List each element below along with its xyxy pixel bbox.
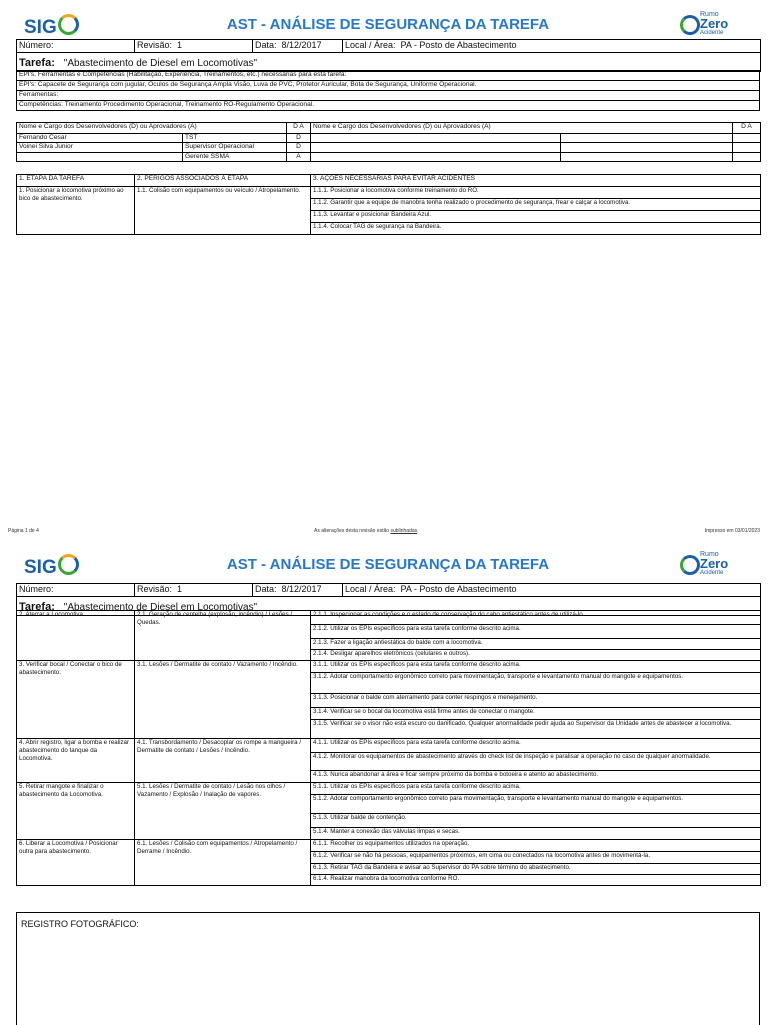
steps-table-page-1: 1. ETAPA DA TAREFA 2. PERIGOS ASSOCIADOS À ETAPA 3. AÇÕES NECESSÁRIAS PARA EVITAR ACIDENTES 1. Posicionar a locomotiva próximo ao bico de abastecimento. 1.1. Colisão com equipamentos ou veículo / Atropelamento. 1.1.1. Posicionar a locomotiva conforme treinamento do RO. 1.1.2. Garantir que a equipe de manobra tenha realizado o procedimento de segurança, frear e calçar a locomotiva. 1.1.3. Levantar e posicionar Bandeira Azul. 1.1.4. Colocar TAG de segurança na Bandeira.	[16, 174, 761, 235]
print-date: Impresso em 03/01/2023	[704, 528, 760, 534]
competencias: Competências: Treinamento Procedimento Operacional, Treinamento RO-Regulamento Operacional.	[17, 101, 760, 111]
tarefa-row: Tarefa: "Abastecimento de Diesel em Locomotivas"	[17, 53, 761, 72]
devs-header-da-2: D A	[733, 123, 761, 134]
devs-header-left: Nome e Cargo dos Desenvolvedores (D) ou Aprovadores (A)	[17, 123, 287, 134]
dev-row: Gerente SSMA A	[17, 152, 761, 161]
table-row: 6. Liberar a Locomotiva / Posicionar outra para abastecimento. 6.1. Lesões / Colisão com equipamentos / Atropelamento / Derrame / Incêndio. 6.1.1. Recolher os equipamentos utilizados na operação.	[17, 840, 761, 852]
revisao-cell: Revisão: 1	[135, 40, 253, 53]
developers-table	[16, 122, 761, 162]
dev-row: Voinei Silva Junior Supervisor Operacional D	[17, 143, 761, 152]
epi-list: EPI's: Capacete de Segurança com jugular, Óculos de Segurança Ampla Visão, Luva de PVC, Protetor Auricular, Bota de Segurança, Uniforme Operacional.	[17, 81, 760, 91]
epi-intro: EPI's, Ferramentas e Competências (Habilitação, Experiência, Treinamentos, etc.) necessárias para esta tarefa:	[17, 71, 760, 81]
col-etapa: 1. ETAPA DA TAREFA	[17, 175, 135, 187]
data-cell: Data: 8/12/2017	[253, 40, 343, 53]
table-row: 4. Abrir registro, ligar a bomba e realizar abastecimento do tanque da Locomotiva. 4.1. Transbordamento / Desacoplar os rompe a mangueira / Dermatite de contato / Lesões / Incêndio. 4.1.1. Utilizar os EPIs específicos para esta tarefa conforme descrito acima.	[17, 739, 761, 753]
devs-header-right: Nome e Cargo dos Desenvolvedores (D) ou Aprovadores (A)	[311, 123, 733, 134]
table-row: 2. Aterrar a Locomotiva. 2.1. Geração de centelha (explosão, incêndio) / Lesões / Quedas. 2.1.1. Inspecionar as condições e o estado de conservação do cabo antiestático antes de utilizá-lo.	[17, 611, 761, 625]
page-title: AST - ANÁLISE DE SEGURANÇA DA TAREFA	[226, 556, 550, 573]
photo-record-label: REGISTRO FOTOGRÁFICO:	[21, 919, 139, 929]
local-cell: Local / Área: PA - Posto de Abastecimento	[343, 40, 761, 53]
table-row: 5. Retirar mangote e finalizar o abastecimento da Locomotiva. 5.1. Lesões / Dermatite de contato / Lesão nos olhos / Vazamento / Explosão / Inalação de vapores. 5.1.1. Utilizar os EPIs específicos para esta tarefa conforme descrito acima.	[17, 783, 761, 795]
col-perigos: 2. PERIGOS ASSOCIADOS À ETAPA	[135, 175, 311, 187]
rumo-zero-acidente-logo: Rumo Zero Acidente	[680, 11, 732, 37]
revision-note: As alterações desta revisão estão sublinhadas.	[314, 528, 419, 534]
sigo-logo: SIG	[24, 14, 79, 39]
meta-table	[16, 39, 761, 72]
ferramentas: Ferramentas:	[17, 91, 760, 101]
dev-row: Fernando Cesar TST D	[17, 134, 761, 143]
col-acoes: 3. AÇÕES NECESSÁRIAS PARA EVITAR ACIDENTES	[311, 175, 761, 187]
page-number: Página 1 de 4	[8, 528, 39, 534]
tarefa-row: Tarefa: "Abastecimento de Diesel em Locomotivas"	[17, 597, 761, 616]
sigo-logo: SIG	[24, 554, 79, 579]
page-header	[16, 550, 760, 578]
page-title: AST - ANÁLISE DE SEGURANÇA DA TAREFA	[226, 16, 550, 33]
data-cell: Data: 8/12/2017	[253, 584, 343, 597]
numero-label: Número:	[17, 584, 135, 597]
table-row: 3. Verificar bocal / Conectar o bico de abastecimento. 3.1. Lesões / Dermatite de contato / Vazamento / Incêndio. 3.1.1. Utilizar os EPIs específicos para esta tarefa conforme descrito acima.	[17, 661, 761, 673]
local-cell: Local / Área: PA - Posto de Abastecimento	[343, 584, 761, 597]
table-row: 1. Posicionar a locomotiva próximo ao bico de abastecimento. 1.1. Colisão com equipamentos ou veículo / Atropelamento. 1.1.1. Posicionar a locomotiva conforme treinamento do RO.	[17, 187, 761, 199]
epi-table	[16, 70, 760, 111]
page-header	[16, 10, 760, 38]
numero-label: Número:	[17, 40, 135, 53]
photo-record-box	[16, 912, 760, 1025]
revisao-cell: Revisão: 1	[135, 584, 253, 597]
steps-table-page-2: 2. Aterrar a Locomotiva. 2.1. Geração de centelha (explosão, incêndio) / Lesões / Quedas. 2.1.1. Inspecionar as condições e o estado de conservação do cabo antiestático antes de utilizá-lo. 2.1.2. Utilizar os EPIs específicos para esta tarefa conforme descrito acima. 2.1.3. Fazer a ligação antiestática do balde com a locomotiva. 2.1.4. Desligar aparelhos eletrônicos (celulares e outros). 3. Verificar bocal / Conectar o bico de abastecimento. 3.1. Lesões / Dermatite de contato / Vazamento / Incêndio. 3.1.1. Utilizar os EPIs específicos para esta tarefa conforme descrito acima. 3.1.2. Adotar comportamento ergonômico correto para movimentação, transporte e levantamento manual do mangote e equipamentos. 3.1.3. Posicionar o balde com aterramento para conter respingos e menejamento. 3.1.4. Verificar se o bocal da locomotiva está firme antes de conectar o mangote. 3.1.5. Verificar se o visor não está escuro ou danificado. Qualquer anormalidade pedir ajuda ao Supervisor da Unidade antes de abastecer a locomotiva. 4. Abrir registro, ligar a bomba e realizar abastecimento do tanque da Locomotiva. 4.1. Transbordamento / Desacoplar os rompe a mangueira / Dermatite de contato / Lesões / Incêndio. 4.1.1. Utilizar os EPIs específicos para esta tarefa conforme descrito acima. 4.1.2. Monitorar os equipamentos de abastecimento através do check list de inspeção e paralisar a operação no caso de qualquer anormalidade. 4.1.3. Nunca abandonar a área e ficar sempre próximo da bomba e botoeira e atento ao abastecimento. 5. Retirar mangote e finalizar o abastecimento da Locomotiva. 5.1. Lesões / Dermatite de contato / Lesão nos olhos / Vazamento / Explosão / Inalação de vapores. 5.1.1. Utilizar os EPIs específicos para esta tarefa conforme descrito acima. 5.1.2. Adotar comportamento ergonômico correto para movimentação, transporte e levantamento manual do mangote e equipamentos. 5.1.3. Utilizar balde de contenção. 5.1.4. Manter a conexão das válvulas limpas e secas. 6. Liberar a Locomotiva / Posicionar outra para abastecimento. 6.1. Lesões / Colisão com equipamentos / Atropelamento / Derrame / Incêndio. 6.1.1. Recolher os equipamentos utilizados na operação. 6.1.2. Verificar se não há pessoas, equipamentos próximos, em cima ou conectados na locomotiva antes de movimentá-la. 6.1.3. Retirar TAG da Bandeira e avisar ao Supervisor do PA sobre término do abastecimento. 6.1.4. Realizar manobra da locomotiva conforme RO.	[16, 610, 761, 886]
rumo-zero-acidente-logo: Rumo Zero Acidente	[680, 551, 732, 577]
devs-header-da: D A	[287, 123, 311, 134]
